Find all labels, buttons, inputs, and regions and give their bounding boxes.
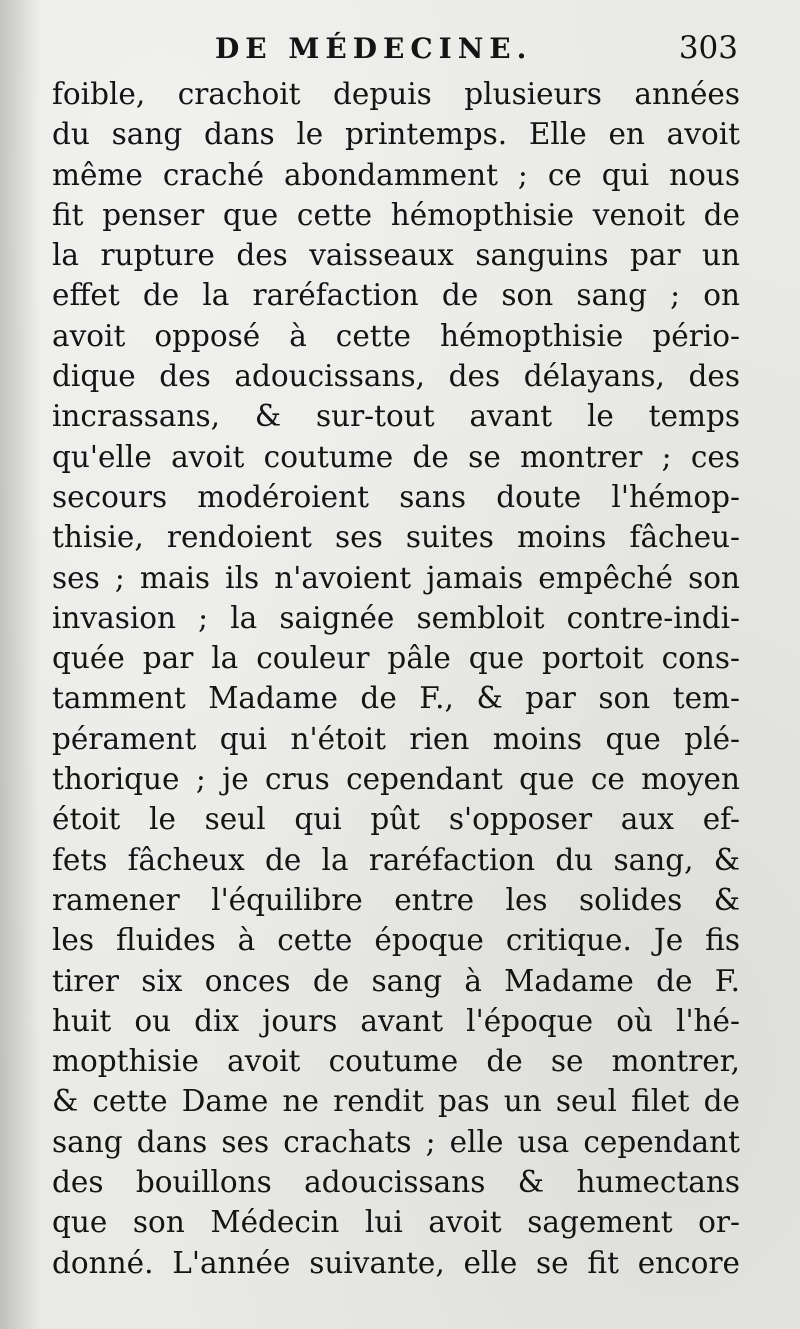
text-line: quée par la couleur pâle que portoit cons- <box>52 641 740 676</box>
text-line: dique des adoucissans, des délayans, des <box>52 359 740 394</box>
text-line: qu'elle avoit coutume de se montrer ; ces <box>52 439 740 474</box>
text-line: donné. L'année suivante, elle se fit encore <box>52 1245 740 1280</box>
text-line: effet de la raréfaction de son sang ; on <box>52 278 740 313</box>
running-title: DE MÉDECINE. <box>215 32 533 65</box>
body-text <box>52 74 740 1283</box>
text-line: fets fâcheux de la raréfaction du sang, & <box>52 842 740 877</box>
text-line: sang dans ses crachats ; elle usa cependant <box>52 1124 740 1159</box>
text-line: mopthisie avoit coutume de se montrer, <box>52 1044 740 1079</box>
text-line: thisie, rendoient ses suites moins fâcheu- <box>52 520 740 555</box>
text-line: même craché abondamment ; ce qui nous <box>52 157 740 192</box>
text-line: ramener l'équilibre entre les solides & <box>52 882 740 917</box>
text-line: les fluides à cette époque critique. Je fis <box>52 923 740 958</box>
text-line: avoit opposé à cette hémopthisie pério- <box>52 318 740 353</box>
text-line: & cette Dame ne rendit pas un seul filet de <box>52 1084 740 1119</box>
text-line: étoit le seul qui pût s'opposer aux ef- <box>52 802 740 837</box>
text-line: que son Médecin lui avoit sagement or- <box>52 1205 740 1240</box>
text-line: du sang dans le printemps. Elle en avoit <box>52 117 740 152</box>
text-line: foible, crachoit depuis plusieurs années <box>52 77 740 111</box>
text-line: tirer six onces de sang à Madame de F. <box>52 963 740 998</box>
text-line: ses ; mais ils n'avoient jamais empêché son <box>52 560 740 595</box>
text-line: invasion ; la saignée sembloit contre-indi- <box>52 600 740 635</box>
text-line: pérament qui n'étoit rien moins que plé- <box>52 721 740 756</box>
page-header <box>60 26 740 70</box>
text-line: thorique ; je crus cependant que ce moyen <box>52 762 740 797</box>
text-line: la rupture des vaisseaux sanguins par un <box>52 238 740 273</box>
page-number: 303 <box>678 30 738 66</box>
text-line: incrassans, & sur-tout avant le temps <box>52 399 740 434</box>
text-line: des bouillons adoucissans & humectans <box>52 1165 740 1200</box>
text-line: huit ou dix jours avant l'époque où l'hé- <box>52 1003 740 1038</box>
text-line: tamment Madame de F., & par son tem- <box>52 681 740 716</box>
text-line: secours modéroient sans doute l'hémop- <box>52 479 740 514</box>
text-line: fit penser que cette hémopthisie venoit de <box>52 197 740 232</box>
page-gutter-shadow <box>0 0 40 1329</box>
